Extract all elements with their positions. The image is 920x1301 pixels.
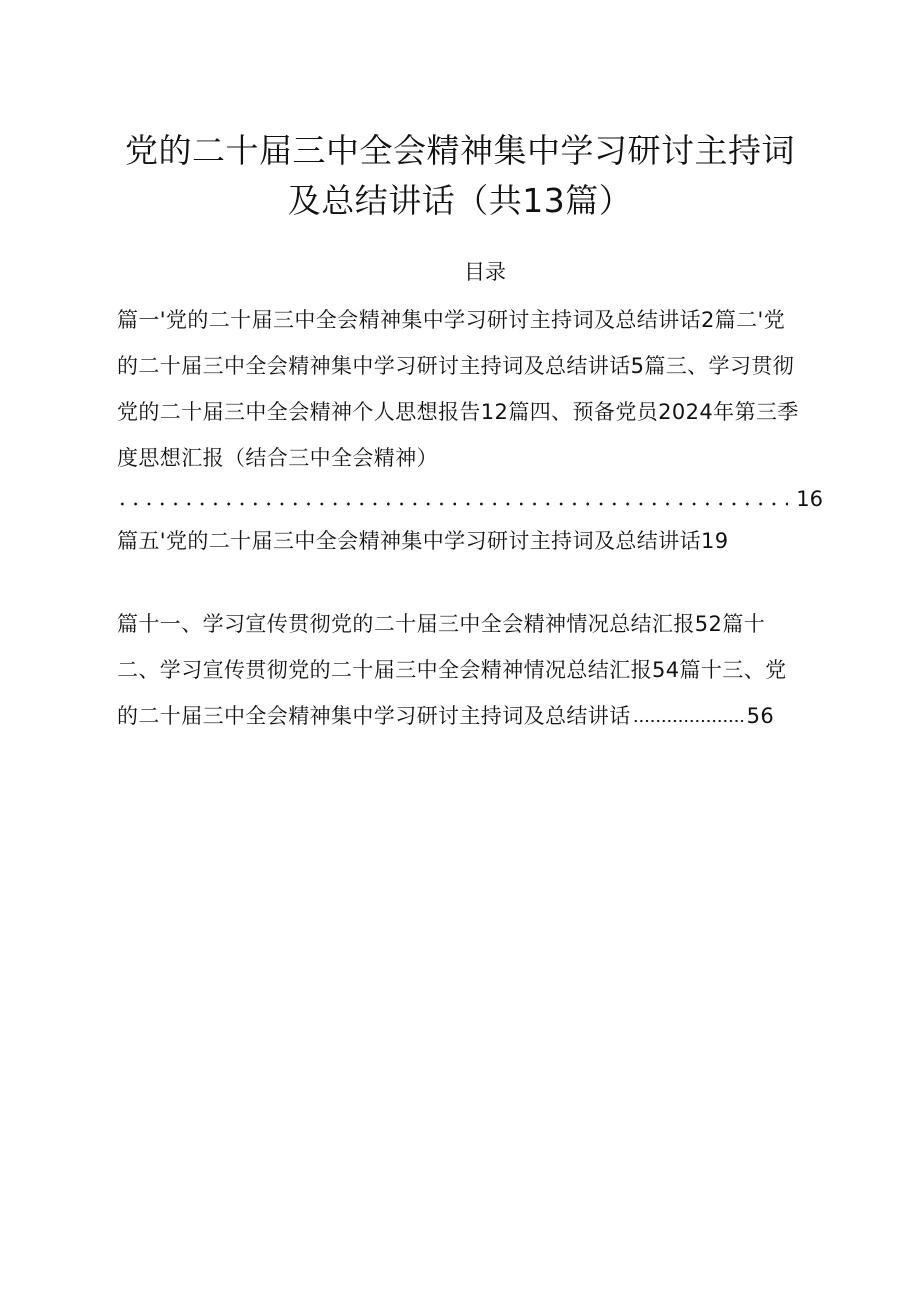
toc-page-number: 56 <box>746 704 775 728</box>
toc-heading: 目录 <box>464 260 506 284</box>
toc-inline-dots <box>633 719 745 723</box>
document-title-line-2: 及总结讲话（共13篇） <box>287 181 633 220</box>
toc-leader-line[interactable] <box>117 486 823 510</box>
document-title-line-1: 党的二十届三中全会精神集中学习研讨主持词 <box>125 131 795 170</box>
toc-entry-line[interactable]: 篇一'党的二十届三中全会精神集中学习研讨主持词及总结讲话2篇二'党 <box>117 308 786 332</box>
toc-entry-line[interactable]: 的二十届三中全会精神集中学习研讨主持词及总结讲话5篇三、学习贯彻 <box>117 354 795 378</box>
toc-entry-last[interactable] <box>117 706 774 727</box>
toc-leader-dots <box>117 502 788 506</box>
toc-entry-line[interactable]: 篇十一、学习宣传贯彻党的二十届三中全会精神情况总结汇报52篇十 <box>117 612 766 636</box>
toc-page-number: 16 <box>796 487 823 511</box>
toc-entry-line[interactable]: 党的二十届三中全会精神个人思想报告12篇四、预备党员2024年第三季 <box>117 400 799 424</box>
toc-entry-line[interactable]: 度思想汇报（结合三中全会精神） <box>117 446 438 470</box>
toc-entry-line[interactable]: 二、学习宣传贯彻党的二十届三中全会精神情况总结汇报54篇十三、党 <box>117 658 787 682</box>
toc-entry-last-text: 的二十届三中全会精神集中学习研讨主持词及总结讲话 <box>117 704 631 728</box>
toc-entry-pian5[interactable]: 篇五'党的二十届三中全会精神集中学习研讨主持词及总结讲话19 <box>117 529 729 553</box>
